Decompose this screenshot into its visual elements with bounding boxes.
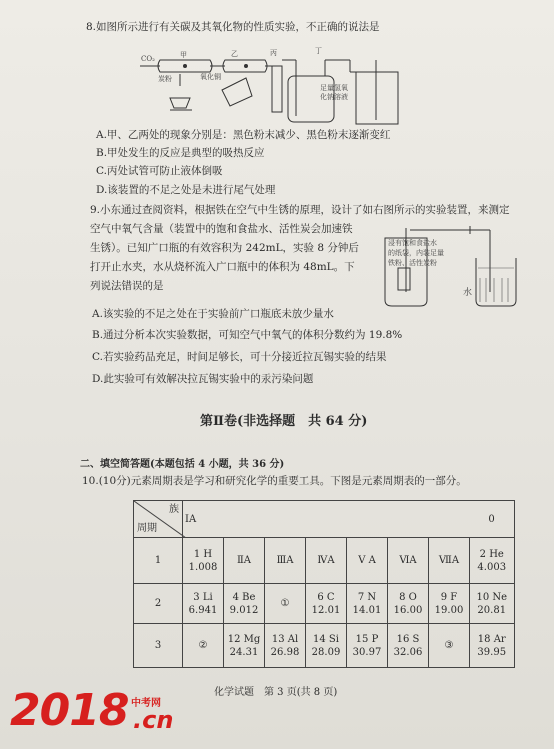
q8-stem: 8.如图所示进行有关碳及其氧化物的性质实验，不正确的说法是 [86,21,380,33]
cell-viia: ⅦA [429,538,470,584]
cell-h: 1 H 1.008 [183,538,224,584]
cell-iva: ⅣA [306,538,347,584]
q9-stem-line-4: 打开止水夹，水从烧杯流入广口瓶中的体积为 48mL。下 [90,261,355,273]
table-corner: 族 周期 [134,501,183,538]
cell-mg: 12 Mg 24.31 [224,624,265,668]
q9-option-c: C.若实验药品充足，时间足够长，可十分接近拉瓦锡实验的结果 [92,351,387,363]
cell-p: 15 P 30.97 [347,624,388,668]
q8-option-d: D.该装置的不足之处是未进行尾气处理 [96,184,276,196]
watermark-logo-number: 2018 [10,685,129,736]
label-ding: 丁 [315,47,322,55]
label-co2: CO₂ [141,55,155,63]
cell-blank-1: ① [265,584,306,624]
q9-option-b: B.通过分析本次实验数据，可知空气中氧气的体积分数约为 19.8% [92,329,403,341]
label-naoh-2: 化钠溶液 [320,93,348,101]
cell-o: 8 O 16.00 [388,584,429,624]
watermark-logo-domain: .cn [133,706,174,734]
cell-ar: 18 Ar 39.95 [470,624,515,668]
label-q9-l1: 浸有饱和食盐水 [388,239,437,247]
cell-al: 13 Al 26.98 [265,624,306,668]
section-2-part: 二、填空简答题(本题包括 4 小题，共 36 分) [80,459,285,470]
cell-he: 2 He 4.003 [470,538,515,584]
period-2: 2 [134,584,183,624]
cell-be: 4 Be 9.012 [224,584,265,624]
cell-via: ⅥA [388,538,429,584]
cell-iia: ⅡA [224,538,265,584]
q10-stem: 10.(10分)元素周期表是学习和研究化学的重要工具。下图是元素周期表的一部分。 [82,475,467,487]
page-footer: 化学试题 第 3 页(共 8 页) [214,687,338,698]
cell-iiia: ⅢA [265,538,306,584]
section-2-title: 第Ⅱ卷(非选择题 共 64 分) [200,414,368,429]
cell-ne: 10 Ne 20.81 [470,584,515,624]
cell-va: V A [347,538,388,584]
q8-option-a: A.甲、乙两处的现象分别是：黑色粉末减少、黑色粉末逐渐变红 [96,129,391,141]
header-zero: 0 [470,501,515,538]
q9-stem-line-2: 空气中氧气含量（装置中的饱和食盐水、活性炭会加速铁 [90,223,353,235]
label-q9-water: 水 [463,288,473,298]
q9-option-a: A.该实验的不足之处在于实验前广口瓶底未放少量水 [92,308,334,320]
q9-stem-line-3: 生锈）。已知广口瓶的有效容积为 242mL，实验 8 分钟后 [90,242,359,254]
q9-stem-line-1: 9.小东通过查阅资料，根据铁在空气中生锈的原理，设计了如右图所示的实验装置，来测定 [90,204,510,216]
period-1: 1 [134,538,183,584]
watermark-logo-site: 中考网 [131,698,161,709]
cell-si: 14 Si 28.09 [306,624,347,668]
header-ia: IA [183,501,470,538]
label-q9-l2: 的纸袋，内装足量 [388,249,444,257]
cell-n: 7 N 14.01 [347,584,388,624]
label-yi: 乙 [231,50,238,58]
q9-stem-line-5: 列说法错误的是 [90,280,164,292]
label-tanfen: 炭粉 [158,75,172,83]
label-bing: 丙 [270,49,277,57]
cell-blank-3: ③ [429,624,470,668]
cell-c: 6 C 12.01 [306,584,347,624]
cell-s: 16 S 32.06 [388,624,429,668]
cell-blank-2: ② [183,624,224,668]
cell-li: 3 Li 6.941 [183,584,224,624]
q9-option-d: D.此实验可有效解决拉瓦锡实验中的汞污染问题 [92,373,314,385]
cell-f: 9 F 19.00 [429,584,470,624]
periodic-table [133,500,515,668]
label-naoh-1: 足量氢氧 [320,84,348,92]
q8-option-b: B.甲处发生的反应是典型的吸热反应 [96,147,265,159]
label-yanghuatong: 氧化铜 [200,73,221,81]
label-q9-l3: 铁粉、活性炭粉 [388,259,437,267]
period-3: 3 [134,624,183,668]
label-jia: 甲 [180,51,187,59]
q8-option-c: C.丙处试管可防止液体倒吸 [96,165,223,177]
